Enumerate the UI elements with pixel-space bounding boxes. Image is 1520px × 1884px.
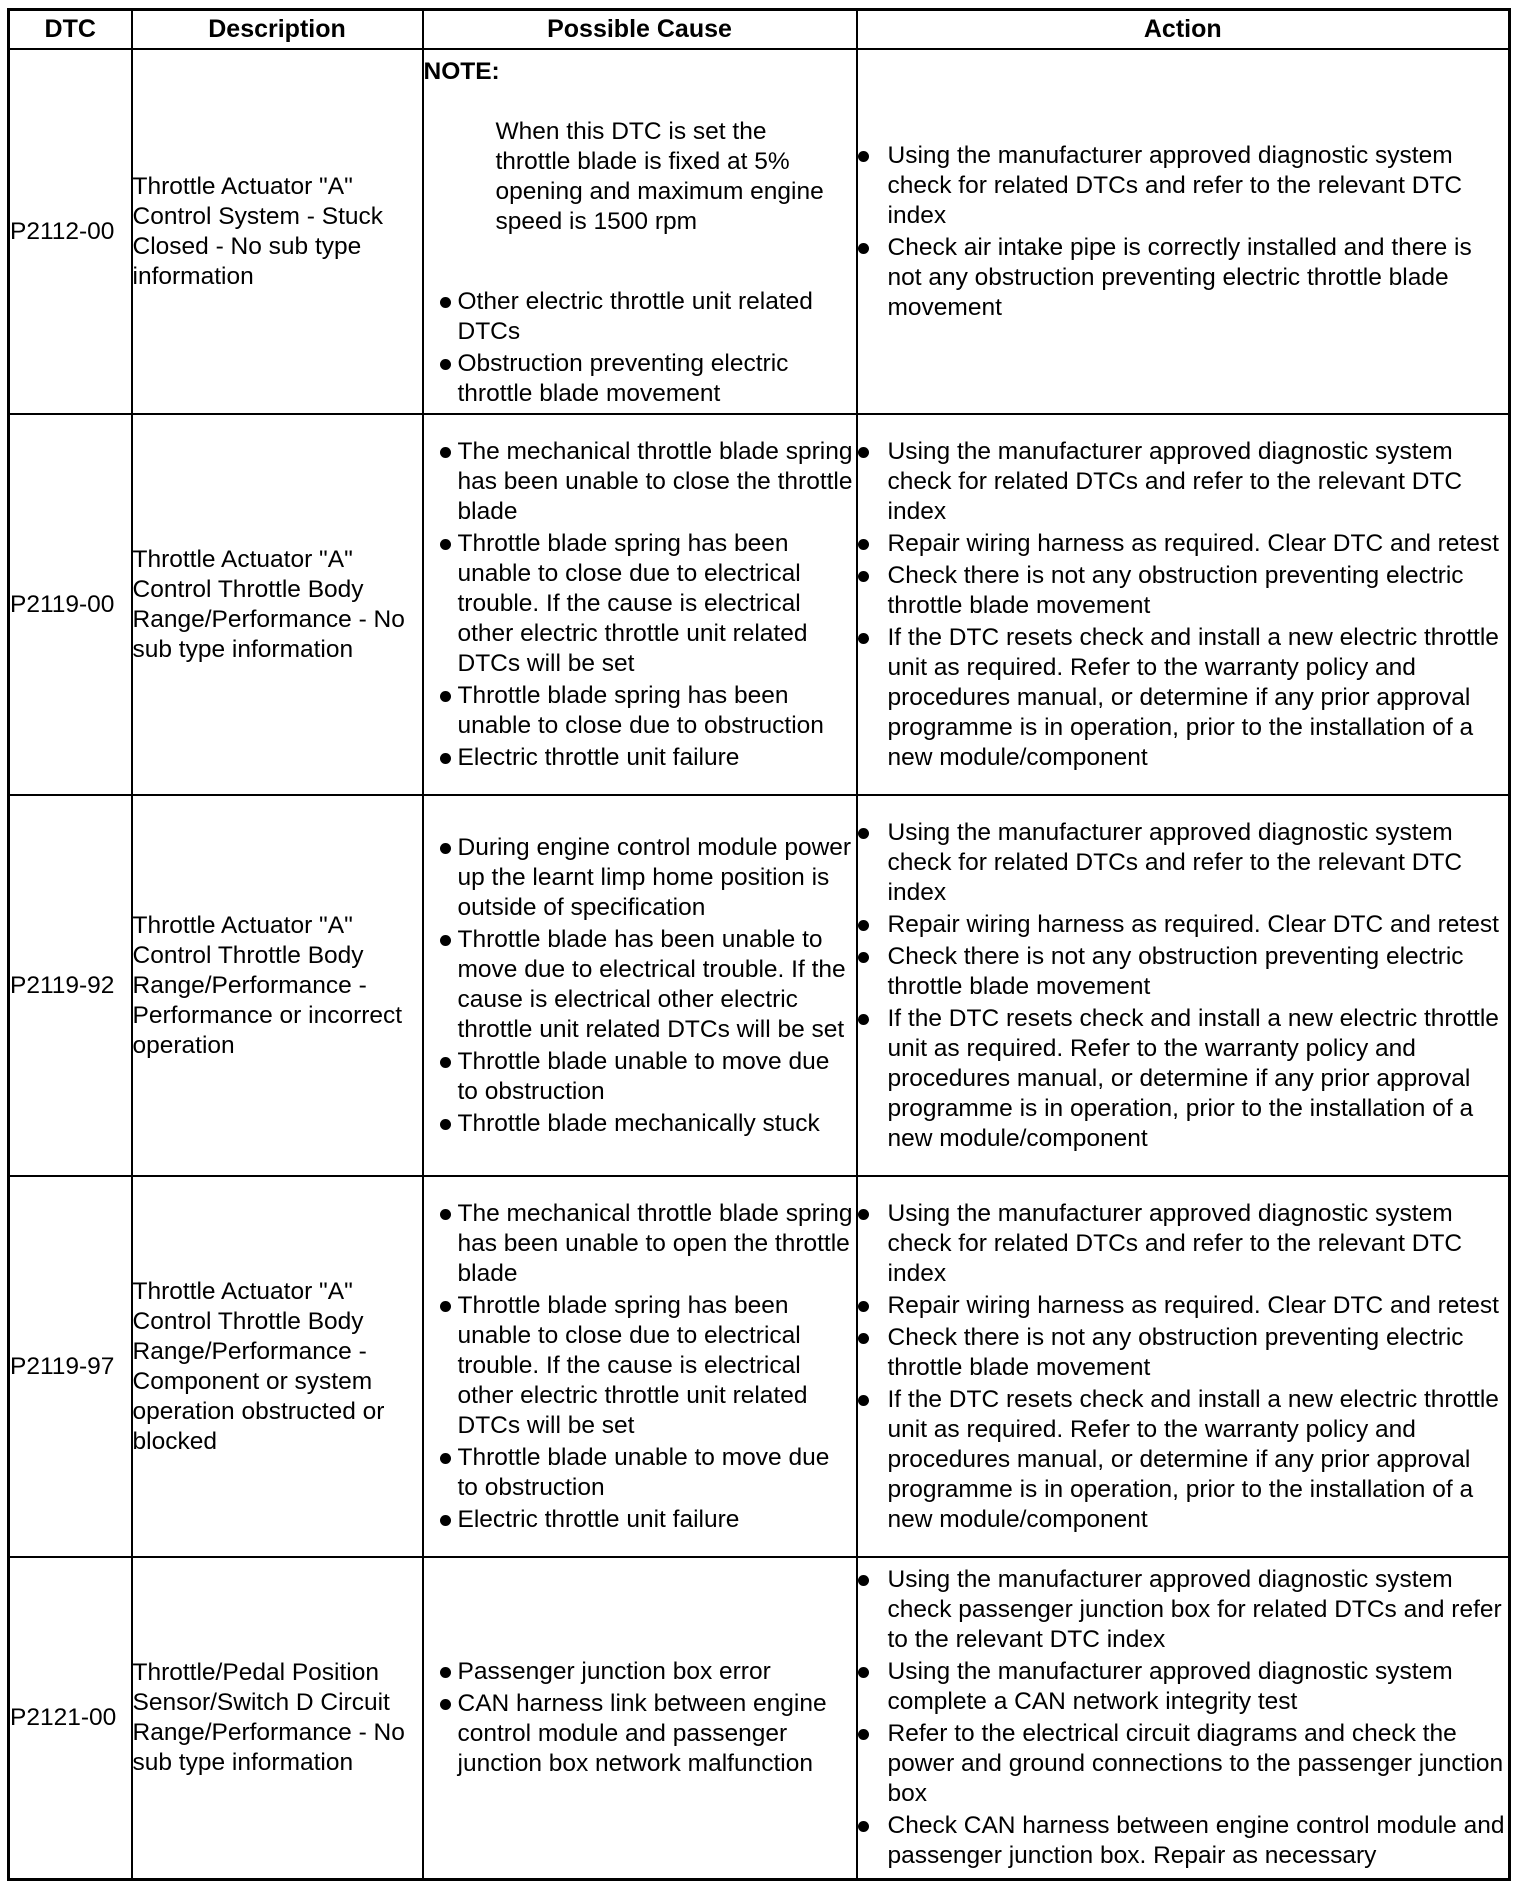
- cause-item: [424, 681, 856, 741]
- dtc-description: Throttle Actuator "A" Control Throttle Body Range/Performance - Performance or incorrect operation: [132, 795, 423, 1176]
- bullet-icon: [858, 1821, 869, 1832]
- header-action: Action: [857, 10, 1510, 50]
- dtc-code: P2112-00: [9, 49, 132, 414]
- bullet-icon: [440, 447, 451, 458]
- cause-item: [424, 1047, 856, 1107]
- cause-list: [424, 437, 856, 773]
- bullet-icon: [440, 1453, 451, 1464]
- cause-list: [424, 833, 856, 1139]
- action-item: [858, 1657, 1509, 1717]
- header-description: Description: [132, 10, 423, 50]
- bullet-icon: [858, 151, 869, 162]
- cause-list: [424, 1199, 856, 1535]
- action-cell: [857, 49, 1510, 414]
- possible-cause-cell: [423, 795, 857, 1176]
- dtc-description: Throttle/Pedal Position Sensor/Switch D Circuit Range/Performance - No sub type information: [132, 1557, 423, 1879]
- action-item: [858, 1385, 1509, 1535]
- cause-text: Obstruction preventing electric throttle blade movement: [457, 349, 789, 407]
- action-item: [858, 561, 1509, 621]
- bullet-icon: [440, 1667, 451, 1678]
- cause-item: [424, 529, 856, 679]
- cause-item: [424, 437, 856, 527]
- action-list: [858, 141, 1509, 323]
- cause-list: [424, 1657, 856, 1779]
- action-text: Using the manufacturer approved diagnostic system check for related DTCs and refer to the relevant DTC index: [887, 818, 1463, 906]
- cause-item: [424, 743, 856, 773]
- bullet-icon: [858, 447, 869, 458]
- action-cell: [857, 1557, 1510, 1879]
- table-row: [9, 795, 1510, 1176]
- action-text: If the DTC resets check and install a new electric throttle unit as required. Refer to the warranty policy and procedures manual, or determine if any prior approval programme is in operation, prior to the installation of a new module/component: [887, 623, 1499, 771]
- cause-text: Other electric throttle unit related DTCs: [457, 287, 813, 345]
- action-text: Repair wiring harness as required. Clear DTC and retest: [887, 1291, 1499, 1319]
- dtc-description: Throttle Actuator "A" Control System - Stuck Closed - No sub type information: [132, 49, 423, 414]
- cause-text: CAN harness link between engine control module and passenger junction box network malfunction: [457, 1689, 827, 1777]
- cause-item: [424, 1443, 856, 1503]
- dtc-code: P2119-92: [9, 795, 132, 1176]
- dtc-table: [7, 8, 1511, 1881]
- action-text: Repair wiring harness as required. Clear DTC and retest: [887, 529, 1499, 557]
- bullet-icon: [858, 243, 869, 254]
- action-text: Check there is not any obstruction preventing electric throttle blade movement: [887, 1323, 1464, 1381]
- bullet-icon: [440, 1119, 451, 1130]
- bullet-icon: [858, 1575, 869, 1586]
- bullet-icon: [858, 633, 869, 644]
- dtc-description: Throttle Actuator "A" Control Throttle Body Range/Performance - Component or system operation obstructed or blocked: [132, 1176, 423, 1557]
- dtc-code: P2119-97: [9, 1176, 132, 1557]
- cause-item: [424, 1689, 856, 1779]
- action-text: Using the manufacturer approved diagnostic system complete a CAN network integrity test: [887, 1657, 1453, 1715]
- action-text: Using the manufacturer approved diagnostic system check for related DTCs and refer to the relevant DTC index: [887, 1199, 1463, 1287]
- note-label: NOTE:: [423, 57, 500, 85]
- bullet-icon: [440, 1057, 451, 1068]
- bullet-icon: [440, 691, 451, 702]
- bullet-icon: [440, 1699, 451, 1710]
- action-text: Check air intake pipe is correctly installed and there is not any obstruction preventing electric throttle blade movement: [887, 233, 1472, 321]
- action-item: [858, 1719, 1509, 1809]
- action-cell: [857, 1176, 1510, 1557]
- action-item: [858, 233, 1509, 323]
- cause-text: Electric throttle unit failure: [457, 743, 740, 771]
- bullet-icon: [440, 1209, 451, 1220]
- action-text: Check there is not any obstruction preventing electric throttle blade movement: [887, 942, 1464, 1000]
- action-cell: [857, 414, 1510, 795]
- action-text: Using the manufacturer approved diagnostic system check for related DTCs and refer to the relevant DTC index: [887, 437, 1463, 525]
- possible-cause-cell: [423, 1176, 857, 1557]
- action-list: [858, 437, 1509, 773]
- bullet-icon: [440, 359, 451, 370]
- cause-text: Throttle blade unable to move due to obstruction: [457, 1443, 830, 1501]
- header-dtc: DTC: [9, 10, 132, 50]
- bullet-icon: [858, 1301, 869, 1312]
- bullet-icon: [440, 539, 451, 550]
- action-item: [858, 910, 1509, 940]
- bullet-icon: [858, 1667, 869, 1678]
- bullet-icon: [858, 1333, 869, 1344]
- cause-text: Throttle blade unable to move due to obstruction: [457, 1047, 830, 1105]
- cause-item: [424, 1109, 856, 1139]
- bullet-icon: [440, 935, 451, 946]
- action-text: Check there is not any obstruction preventing electric throttle blade movement: [887, 561, 1464, 619]
- bullet-icon: [440, 1515, 451, 1526]
- action-text: Check CAN harness between engine control module and passenger junction box. Repair as necessary: [887, 1811, 1505, 1869]
- action-item: [858, 818, 1509, 908]
- action-item: [858, 1811, 1509, 1871]
- bullet-icon: [858, 1395, 869, 1406]
- bullet-icon: [858, 920, 869, 931]
- action-text: Repair wiring harness as required. Clear DTC and retest: [887, 910, 1499, 938]
- bullet-icon: [858, 828, 869, 839]
- action-item: [858, 529, 1509, 559]
- action-list: [858, 818, 1509, 1154]
- action-text: Using the manufacturer approved diagnostic system check for related DTCs and refer to the relevant DTC index: [887, 141, 1463, 229]
- action-list: [858, 1565, 1509, 1871]
- action-text: If the DTC resets check and install a new electric throttle unit as required. Refer to the warranty policy and procedures manual, or determine if any prior approval programme is in operation, prior to the installation of a new module/component: [887, 1385, 1499, 1533]
- action-text: If the DTC resets check and install a new electric throttle unit as required. Refer to the warranty policy and procedures manual, or determine if any prior approval programme is in operation, prior to the installation of a new module/component: [887, 1004, 1499, 1152]
- note-text: When this DTC is set the throttle blade is fixed at 5% opening and maximum engine speed is 1500 rpm: [495, 117, 824, 235]
- possible-cause-cell: [423, 49, 857, 414]
- action-item: [858, 437, 1509, 527]
- bullet-icon: [858, 571, 869, 582]
- dtc-code: P2121-00: [9, 1557, 132, 1879]
- cause-text: Passenger junction box error: [457, 1657, 771, 1685]
- header-possible-cause: Possible Cause: [423, 10, 857, 50]
- action-item: [858, 1004, 1509, 1154]
- possible-cause-cell: [423, 1557, 857, 1879]
- cause-item: [424, 925, 856, 1045]
- bullet-icon: [858, 952, 869, 963]
- bullet-icon: [440, 843, 451, 854]
- action-item: [858, 1565, 1509, 1655]
- cause-list: [424, 287, 856, 409]
- action-text: Refer to the electrical circuit diagrams and check the power and ground connections to the passenger junction box: [887, 1719, 1504, 1807]
- bullet-icon: [858, 1209, 869, 1220]
- bullet-icon: [440, 753, 451, 764]
- cause-text: Throttle blade spring has been unable to close due to electrical trouble. If the cause is electrical other electric throttle unit related DTCs will be set: [457, 1291, 808, 1439]
- action-item: [858, 141, 1509, 231]
- table-row: [9, 414, 1510, 795]
- bullet-icon: [440, 1301, 451, 1312]
- cause-text: The mechanical throttle blade spring has been unable to open the throttle blade: [457, 1199, 853, 1287]
- cause-text: Electric throttle unit failure: [457, 1505, 740, 1533]
- table-row: [9, 1557, 1510, 1879]
- cause-text: Throttle blade has been unable to move due to electrical trouble. If the cause is electrical other electric throttle unit related DTCs will be set: [457, 925, 846, 1043]
- cause-item: [424, 1199, 856, 1289]
- header-row: [9, 10, 1510, 50]
- bullet-icon: [440, 297, 451, 308]
- action-item: [858, 1291, 1509, 1321]
- dtc-description: Throttle Actuator "A" Control Throttle Body Range/Performance - No sub type information: [132, 414, 423, 795]
- action-item: [858, 942, 1509, 1002]
- action-item: [858, 1323, 1509, 1383]
- cause-item: [424, 287, 856, 347]
- table-row: [9, 1176, 1510, 1557]
- action-text: Using the manufacturer approved diagnostic system check passenger junction box for related DTCs and refer to the relevant DTC index: [887, 1565, 1502, 1653]
- cause-text: During engine control module power up the learnt limp home position is outside of specification: [457, 833, 852, 921]
- bullet-icon: [858, 539, 869, 550]
- action-item: [858, 623, 1509, 773]
- bullet-icon: [858, 1014, 869, 1025]
- cause-text: Throttle blade mechanically stuck: [457, 1109, 820, 1137]
- cause-text: Throttle blade spring has been unable to close due to obstruction: [457, 681, 824, 739]
- action-cell: [857, 795, 1510, 1176]
- table-row: [9, 49, 1510, 414]
- cause-text: Throttle blade spring has been unable to close due to electrical trouble. If the cause is electrical other electric throttle unit related DTCs will be set: [457, 529, 808, 677]
- dtc-code: P2119-00: [9, 414, 132, 795]
- action-item: [858, 1199, 1509, 1289]
- action-list: [858, 1199, 1509, 1535]
- cause-item: [424, 1505, 856, 1535]
- cause-text: The mechanical throttle blade spring has been unable to close the throttle blade: [457, 437, 853, 525]
- possible-cause-cell: [423, 414, 857, 795]
- cause-item: [424, 1657, 856, 1687]
- bullet-icon: [858, 1729, 869, 1740]
- cause-item: [424, 349, 856, 409]
- cause-item: [424, 1291, 856, 1441]
- cause-item: [424, 833, 856, 923]
